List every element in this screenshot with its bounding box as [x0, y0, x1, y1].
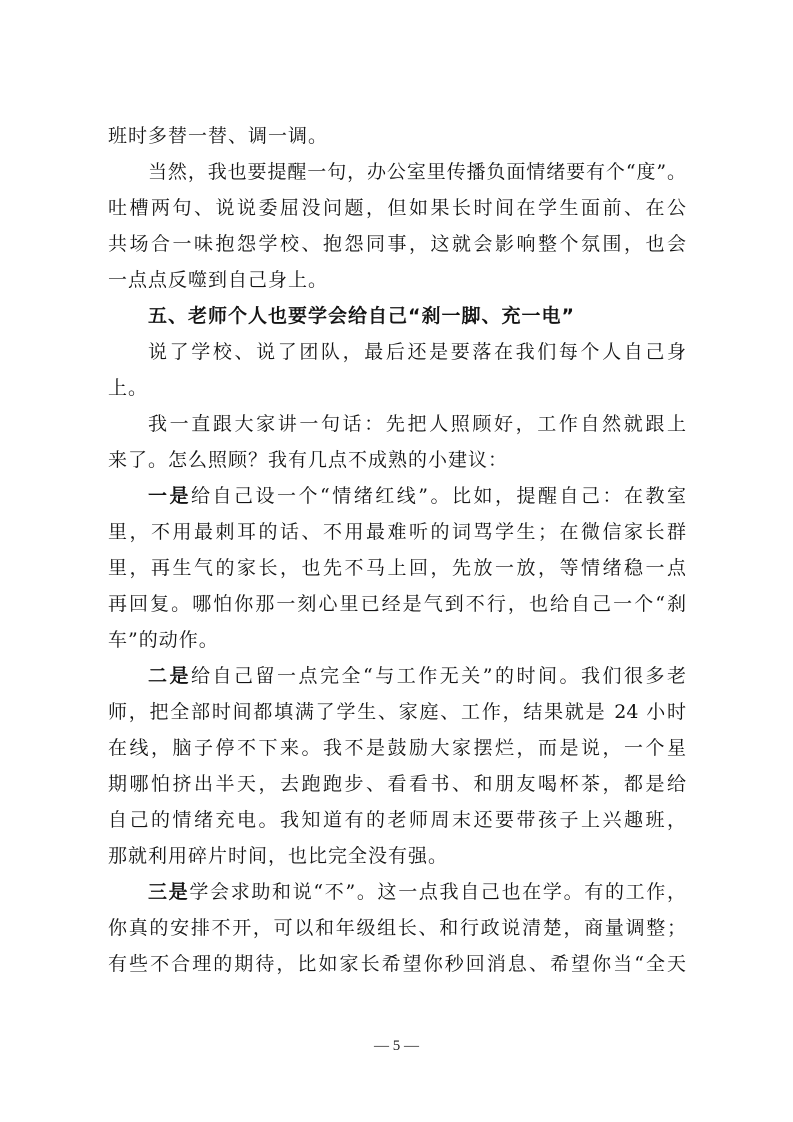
- paragraph-line: 在线，脑子停不下来。我不是鼓励大家摆烂，而是说，一个星: [108, 737, 686, 759]
- point-text: 学会求助和说“不”。这一点我自己也在学。有的工作，: [189, 881, 686, 903]
- paragraph-line: 来了。怎么照顾？我有几点不成熟的小建议：: [108, 449, 509, 471]
- paragraph-line: 说了学校、说了团队，最后还是要落在我们每个人自己身: [148, 341, 686, 363]
- paragraph-line: 自己的情绪充电。我知道有的老师周末还要带孩子上兴趣班，: [108, 809, 686, 831]
- paragraph-line: 班时多替一替、调一调。: [108, 125, 329, 147]
- paragraph-line: 你真的安排不开，可以和年级组长、和行政说清楚，商量调整；: [108, 917, 686, 939]
- paragraph-line: 那就利用碎片时间，也比完全没有强。: [108, 845, 449, 867]
- paragraph-line: 师，把全部时间都填满了学生、家庭、工作，结果就是 24 小时: [108, 701, 686, 723]
- paragraph-line: 车”的动作。: [108, 629, 219, 651]
- point-label: 二是: [148, 665, 192, 687]
- point-label: 三是: [148, 881, 190, 903]
- point-text: 给自己设一个“情绪红线”。比如，提醒自己：在教室: [191, 485, 686, 507]
- paragraph-line: 里，不用最刺耳的话、不用最难听的词骂学生；在微信家长群: [108, 521, 686, 543]
- paragraph-line: 一点点反噬到自己身上。: [108, 269, 329, 291]
- paragraph-line: 期哪怕挤出半天，去跑跑步、看看书、和朋友喝杯茶，都是给: [108, 773, 686, 795]
- paragraph-line: 共场合一味抱怨学校、抱怨同事，这就会影响整个氛围，也会: [108, 233, 686, 255]
- paragraph-line: 我一直跟大家讲一句话：先把人照顾好，工作自然就跟上: [148, 413, 686, 435]
- paragraph-line: [108, 874, 686, 910]
- point-text: 给自己留一点完全“与工作无关”的时间。我们很多老: [191, 665, 686, 687]
- section-heading: 五、老师个人也要学会给自己“刹一脚、充一电”: [148, 305, 575, 327]
- paragraph-line: [108, 658, 686, 694]
- paragraph-line: 上。: [108, 377, 149, 399]
- body-text: [108, 118, 686, 982]
- paragraph-line: 里，再生气的家长，也先不马上回，先放一放，等情绪稳一点: [108, 557, 686, 579]
- paragraph-line: 当然，我也要提醒一句，办公室里传播负面情绪要有个“度”。: [148, 161, 686, 183]
- paragraph-line: 再回复。哪怕你那一刻心里已经是气到不行，也给自己一个“刹: [108, 593, 686, 615]
- paragraph-line: 吐槽两句、说说委屈没问题，但如果长时间在学生面前、在公: [108, 197, 686, 219]
- point-label: 一是: [148, 485, 192, 507]
- page-number: — 5 —: [374, 1038, 419, 1054]
- paragraph-line: 有些不合理的期待，比如家长希望你秒回消息、希望你当“全天: [108, 953, 686, 975]
- paragraph-line: [108, 478, 686, 514]
